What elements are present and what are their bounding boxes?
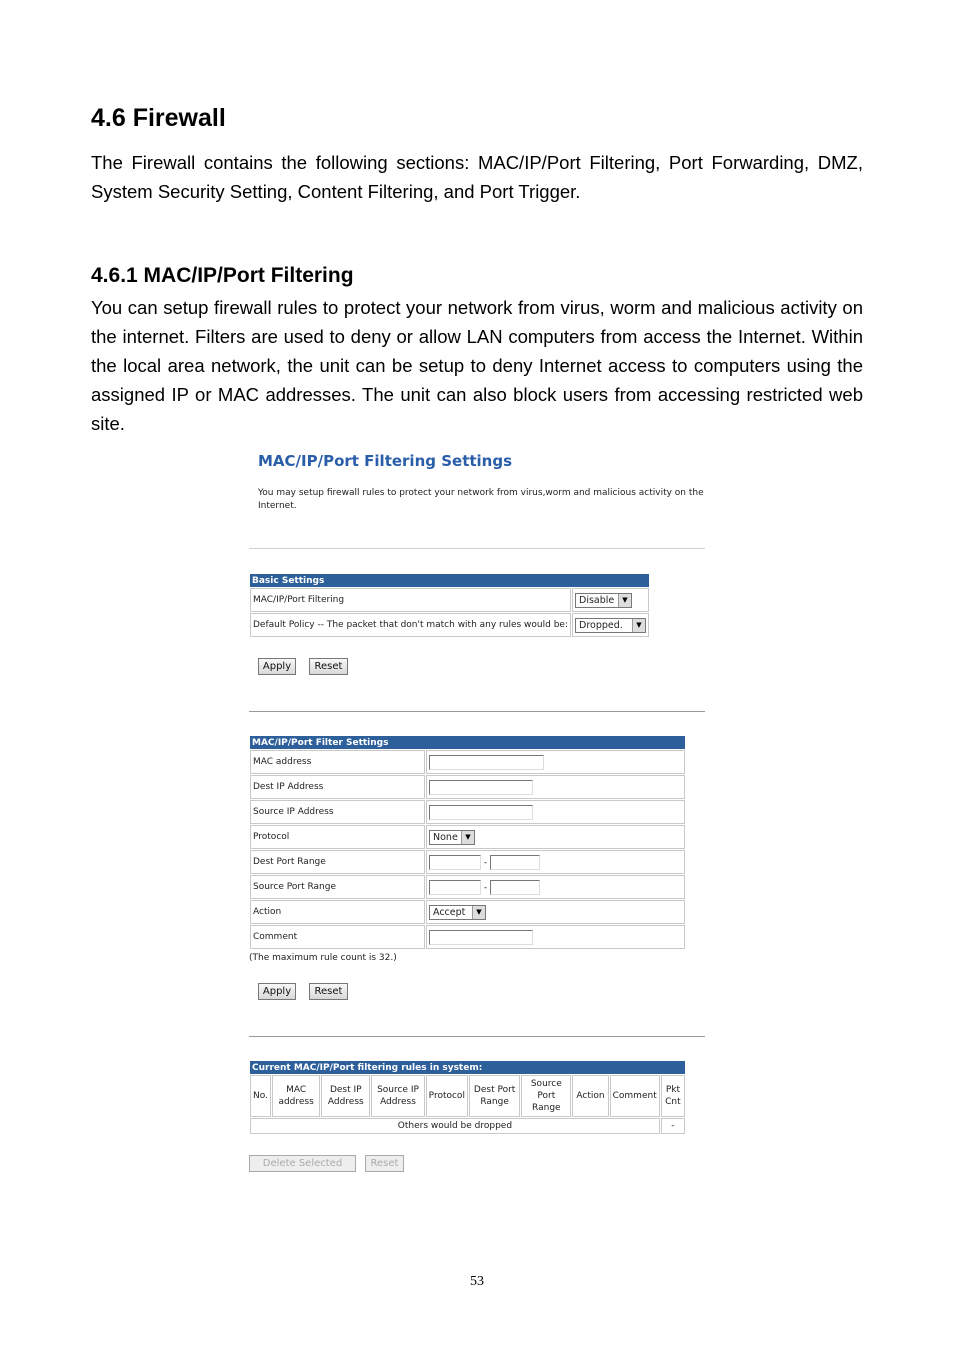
- filtering-cell: [572, 588, 649, 612]
- dest-ip-cell: [426, 775, 685, 799]
- rules-footer-text: Others would be dropped: [250, 1118, 660, 1134]
- dest-port-label: Dest Port Range: [250, 850, 425, 874]
- dest-ip-label: Dest IP Address: [250, 775, 425, 799]
- policy-cell: [572, 613, 649, 637]
- basic-apply-button[interactable]: Apply: [258, 658, 296, 675]
- source-ip-label: Source IP Address: [250, 800, 425, 824]
- basic-settings-header: Basic Settings: [250, 574, 649, 587]
- rules-footer-count: -: [661, 1118, 685, 1134]
- filtering-label: MAC/IP/Port Filtering: [250, 588, 571, 612]
- filtering-value: Disable: [579, 594, 615, 606]
- intro-paragraph: The Firewall contains the following sections: MAC/IP/Port Filtering, Port Forwarding, DMZ, System Security Setting, Content Filtering, and Port Trigger.: [91, 152, 863, 202]
- chevron-down-icon: ▼: [632, 619, 645, 632]
- column-dest-ip: Dest IP Address: [321, 1075, 370, 1117]
- mac-address-cell: [426, 750, 685, 774]
- column-comment: Comment: [610, 1075, 660, 1117]
- source-port-end-input[interactable]: [490, 880, 540, 895]
- dest-port-end-input[interactable]: [490, 855, 540, 870]
- column-no: No.: [250, 1075, 271, 1117]
- action-select[interactable]: [429, 905, 486, 920]
- policy-label: Default Policy -- The packet that don't match with any rules would be:: [250, 613, 571, 637]
- dest-port-cell: [426, 850, 685, 874]
- source-port-start-input[interactable]: [429, 880, 481, 895]
- divider: [249, 1036, 705, 1037]
- rules-reset-button[interactable]: Reset: [365, 1155, 404, 1172]
- action-cell: [426, 900, 685, 924]
- settings-description: You may setup firewall rules to protect your network from virus,worm and malicious activity on the Internet.: [258, 488, 704, 511]
- protocol-cell: [426, 825, 685, 849]
- source-ip-cell: [426, 800, 685, 824]
- filter-settings-table: [249, 735, 686, 950]
- page-number: 53: [470, 1274, 484, 1289]
- rules-header: Current MAC/IP/Port filtering rules in system:: [250, 1061, 685, 1074]
- chevron-down-icon: ▼: [472, 906, 485, 919]
- filtering-select[interactable]: [575, 593, 632, 608]
- basic-reset-button[interactable]: Reset: [309, 658, 348, 675]
- chevron-down-icon: ▼: [618, 594, 631, 607]
- body-paragraph: You can setup firewall rules to protect your network from virus, worm and malicious activity on the internet. Filters are used to deny or allow LAN computers from access the Internet. Within the local area network, the unit can be setup to deny Internet access to computers using the assigned IP or MAC addresses. The unit can also block users from accessing restricted web site.: [91, 297, 863, 434]
- filter-reset-button[interactable]: Reset: [309, 983, 348, 1000]
- column-mac-address: MAC address: [272, 1075, 320, 1117]
- range-dash: -: [483, 882, 488, 893]
- mac-address-input[interactable]: [429, 755, 544, 770]
- protocol-label: Protocol: [250, 825, 425, 849]
- basic-settings-table: [249, 573, 650, 638]
- mac-address-label: MAC address: [250, 750, 425, 774]
- filter-apply-button[interactable]: Apply: [258, 983, 296, 1000]
- delete-selected-button[interactable]: Delete Selected: [249, 1155, 356, 1172]
- source-ip-input[interactable]: [429, 805, 533, 820]
- range-dash: -: [483, 857, 488, 868]
- comment-label: Comment: [250, 925, 425, 949]
- rules-table: [249, 1060, 686, 1135]
- comment-input[interactable]: [429, 930, 533, 945]
- policy-select[interactable]: [575, 618, 646, 633]
- column-protocol: Protocol: [426, 1075, 468, 1117]
- column-source-port: Source Port Range: [521, 1075, 571, 1117]
- section-heading: 4.6 Firewall: [91, 104, 226, 132]
- source-port-cell: [426, 875, 685, 899]
- divider: [249, 711, 705, 712]
- settings-title: MAC/IP/Port Filtering Settings: [258, 452, 513, 470]
- column-pkt-cnt: Pkt Cnt: [661, 1075, 685, 1117]
- source-port-label: Source Port Range: [250, 875, 425, 899]
- action-label: Action: [250, 900, 425, 924]
- dest-port-start-input[interactable]: [429, 855, 481, 870]
- dest-ip-input[interactable]: [429, 780, 533, 795]
- protocol-select[interactable]: [429, 830, 475, 845]
- policy-value: Dropped.: [579, 619, 623, 631]
- filter-settings-header: MAC/IP/Port Filter Settings: [250, 736, 685, 749]
- subsection-heading: 4.6.1 MAC/IP/Port Filtering: [91, 264, 354, 287]
- divider: [249, 548, 705, 549]
- max-rule-note: (The maximum rule count is 32.): [249, 953, 397, 963]
- comment-cell: [426, 925, 685, 949]
- column-source-ip: Source IP Address: [371, 1075, 424, 1117]
- column-dest-port: Dest Port Range: [469, 1075, 520, 1117]
- chevron-down-icon: ▼: [461, 831, 474, 844]
- action-value: Accept: [433, 906, 466, 918]
- protocol-value: None: [433, 831, 458, 843]
- column-action: Action: [572, 1075, 608, 1117]
